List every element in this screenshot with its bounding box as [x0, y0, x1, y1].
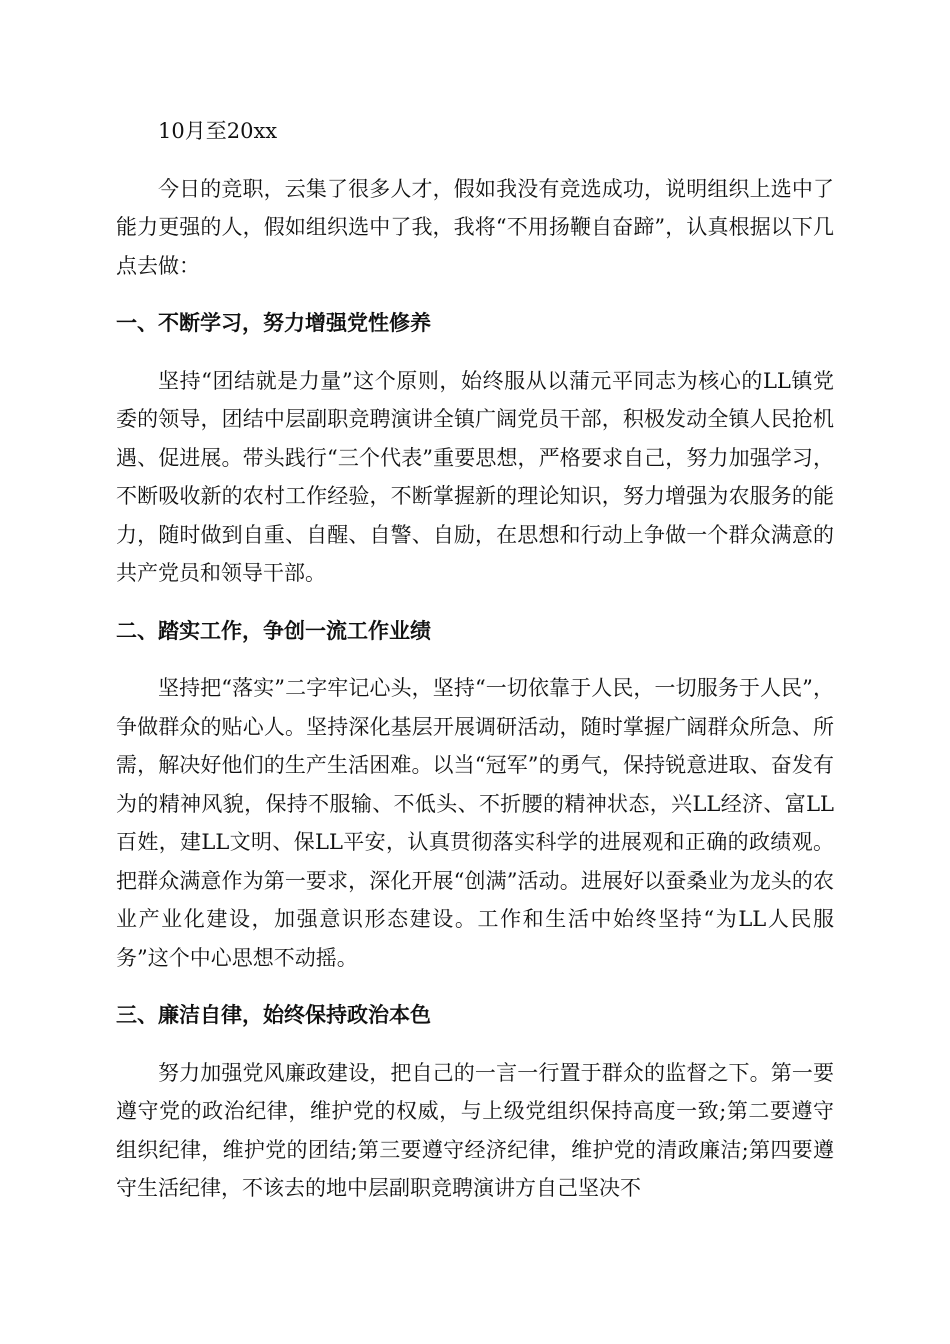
section-heading-1: 一、不断学习，努力增强党性修养 [116, 311, 431, 335]
section-heading-2: 二、踏实工作，争创一流工作业绩 [116, 618, 431, 643]
intro-paragraph: 今日的竞职，云集了很多人才，假如我没有竞选成功，说明组织上选中了能力更强的人，假如组织选中了我，我将“不用扬鞭自奋蹄”，认真根据以下几点去做： [116, 176, 834, 278]
document-body [116, 112, 834, 1208]
section-body-3: 努力加强党风廉政建设，把自己的一言一行置于群众的监督之下。第一要遵守党的政治纪律，维护党的权威，与上级党组织保持高度一致;第二要遵守组织纪律，维护党的团结;第三要遵守经济纪律，维护党的清政廉洁;第四要遵守生活纪律，不该去的地中层副职竞聘演讲方自己坚决不 [116, 1060, 834, 1200]
section-heading-3: 三、廉洁自律，始终保持政治本色 [116, 1003, 431, 1027]
section-body-1: 坚持“团结就是力量”这个原则，始终服从以蒲元平同志为核心的LL镇党委的领导，团结中层副职竞聘演讲全镇广阔党员干部，积极发动全镇人民抢机遇、促进展。带头践行“三个代表”重要思想，严格要求自己，努力加强学习，不断吸收新的农村工作经验，不断掌握新的理论知识，努力增强为农服务的能力，随时做到自重、自醒、自警、自励，在思想和行动上争做一个群众满意的共产党员和领导干部。 [116, 368, 834, 585]
date-line: 10月至20xx [158, 119, 278, 143]
section-body-2: 坚持把“落实”二字牢记心头，坚持“一切依靠于人民，一切服务于人民”，争做群众的贴心人。坚持深化基层开展调研活动，随时掌握广阔群众所急、所需，解决好他们的生产生活困难。以当“冠军”的勇气，保持锐意进取、奋发有为的精神风貌，保持不服输、不低头、不折腰的精神状态，兴LL经济、富LL百姓，建LL文明、保LL平安，认真贯彻落实科学的进展观和正确的政绩观。把群众满意作为第一要求，深化开展“创满”活动。进展好以蚕桑业为龙头的农业产业化建设，加强意识形态建设。工作和生活中始终坚持“为LL人民服务”这个中心思想不动摇。 [116, 676, 834, 970]
